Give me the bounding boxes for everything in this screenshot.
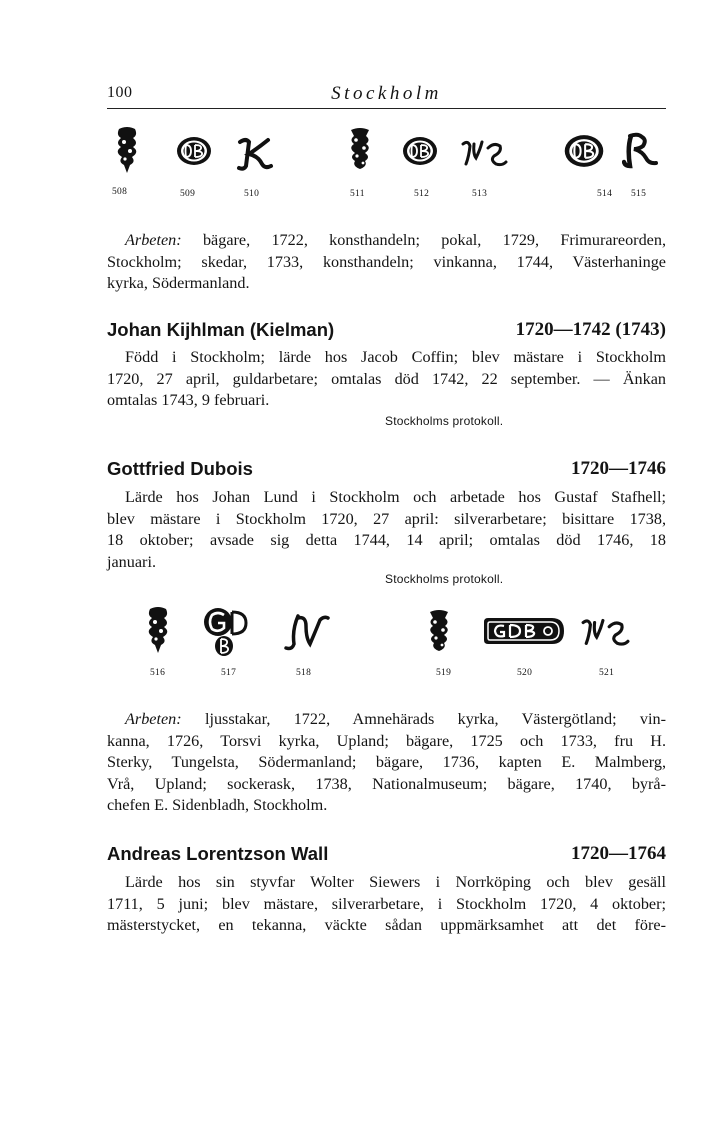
maker-years: 1720—1746 <box>571 458 666 479</box>
text-line: januari. <box>107 552 156 571</box>
mark-number: 518 <box>296 668 312 678</box>
mark-number: 509 <box>180 189 196 199</box>
gdb-cartouche-icon <box>482 614 566 653</box>
maker-name: Gottfried Dubois <box>107 458 253 479</box>
running-title: Stockholm <box>331 83 442 104</box>
entry-text-kijhlman <box>107 347 666 412</box>
script-year-icon <box>460 138 508 175</box>
mark-number: 514 <box>597 189 613 199</box>
mark-number: 508 <box>112 187 128 197</box>
text-line: Vrå, Upland; sockerask, 1738, Nationalmuseum; bägare, 1740, byrå- <box>107 774 666 793</box>
heraldic-device-icon <box>425 608 453 661</box>
arbeten-paragraph <box>107 709 666 817</box>
maker-name: Andreas Lorentzson Wall <box>107 843 329 864</box>
maker-years: 1720—1764 <box>571 843 666 864</box>
heraldic-device-icon <box>347 126 373 179</box>
heraldic-device-icon <box>144 606 172 659</box>
entry-heading-wall <box>107 843 666 869</box>
arbeten-label: Arbeten: <box>125 231 182 249</box>
text-line: 18 oktober; avsade sig detta 1744, 14 april; omtalas död 1746, 18 <box>107 531 666 549</box>
fraktur-r-icon <box>622 132 660 175</box>
text-line: chefen E. Sidenbladh, Stockholm. <box>107 796 328 814</box>
source-citation: Stockholms protokoll. <box>385 572 504 586</box>
oval-monogram-icon <box>563 134 605 173</box>
mark-number: 519 <box>436 668 452 678</box>
maker-years: 1720—1742 (1743) <box>515 319 666 340</box>
text-line: Sterky, Tungelsta, Södermanland; bägare, 1736, kapten E. Malmberg, <box>107 753 666 771</box>
arbeten-label: Arbeten: <box>125 710 182 728</box>
head-rule <box>107 108 666 109</box>
page-number: 100 <box>107 84 133 101</box>
text-line: kyrka, Södermanland. <box>107 274 250 292</box>
marks-row-top <box>0 126 704 208</box>
mark-number: 512 <box>414 189 430 199</box>
mark-number: 513 <box>472 189 488 199</box>
mark-number: 520 <box>517 668 533 678</box>
script-year-icon <box>282 610 332 659</box>
entry-heading-dubois <box>107 458 666 484</box>
mark-number: 515 <box>631 189 647 199</box>
oval-monogram-icon <box>176 136 212 171</box>
entry-text-dubois <box>107 487 666 573</box>
text-line: 1711, 5 juni; blev mästare, silverarbetare, i Stockholm 1720, 4 oktober; <box>107 894 666 913</box>
script-k-icon <box>236 136 274 177</box>
text-line: Stockholm; skedar, 1733, konsthandeln; vinkanna, 1744, Västerhaninge <box>107 252 666 271</box>
maker-name: Johan Kijhlman (Kielman) <box>107 319 335 340</box>
text-line: 1720, 27 april, guldarbetare; omtalas död 1742, 22 september. — Änkan <box>107 369 666 388</box>
heraldic-device-icon <box>114 126 140 179</box>
source-citation: Stockholms protokoll. <box>385 414 504 428</box>
text-line: Lärde hos sin styvfar Wolter Siewers i Norrköping och blev gesäll <box>125 873 666 891</box>
text-line: Född i Stockholm; lärde hos Jacob Coffin; blev mästare i Stockholm <box>125 348 666 366</box>
text-line: mästerstycket, en tekanna, väckte sådan uppmärksamhet att det före- <box>107 916 666 934</box>
running-head <box>107 84 666 106</box>
text-line: kanna, 1726, Torsvi kyrka, Upland; bägare, 1725 och 1733, fru H. <box>107 731 666 750</box>
oval-monogram-icon <box>402 136 438 171</box>
mark-number: 510 <box>244 189 260 199</box>
script-year-icon <box>580 616 630 655</box>
mark-number: 511 <box>350 189 365 199</box>
text-line: blev mästare i Stockholm 1720, 27 april: silverarbetare; bisittare 1738, <box>107 509 666 528</box>
mark-number: 517 <box>221 668 237 678</box>
text-line: bägare, 1722, konsthandeln; pokal, 1729, Frimurareorden, <box>181 231 666 249</box>
text-line: ljusstakar, 1722, Amnehärads kyrka, Västergötland; vin- <box>181 710 666 728</box>
entry-text-wall <box>107 872 666 937</box>
mark-number: 516 <box>150 668 166 678</box>
gd-monogram-icon <box>200 606 264 663</box>
entry-heading-kijhlman <box>107 319 666 345</box>
marks-row-mid <box>0 602 704 684</box>
text-line: Lärde hos Johan Lund i Stockholm och arbetade hos Gustaf Stafhell; <box>125 488 666 506</box>
text-line: omtalas 1743, 9 februari. <box>107 391 270 409</box>
arbeten-paragraph <box>107 230 666 295</box>
mark-number: 521 <box>599 668 615 678</box>
